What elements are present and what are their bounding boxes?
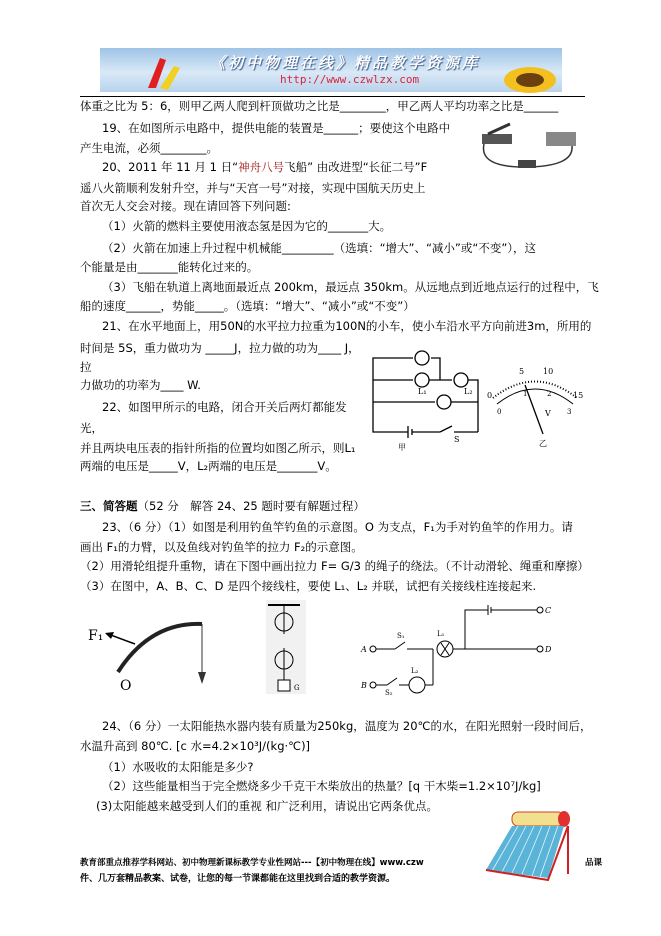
text-line: （2）火箭在加速上升过程中机械能_________（选填：“增大”、“减小”或“不变”），这 [102, 241, 537, 255]
text-line: 首次无人交会对接。现在请回答下列问题: [80, 199, 291, 213]
text-line: 拉 [80, 360, 92, 374]
circuit-abcd-figure [361, 600, 552, 697]
tick-label: 10 [543, 367, 554, 376]
header-banner [100, 48, 562, 92]
label-l2: L₂ [464, 387, 473, 396]
text-line: （3）在图中，A、B、C、D 是四个接线柱，要使 L₁、L₂ 并联，试把有关接线柱连接起来. [80, 579, 537, 593]
label-s: S [454, 435, 460, 444]
footer-line-2: 件、几万套精品教案、试卷，让您的每一节课都能在这里找到合适的教学资源。 [80, 874, 396, 884]
label-g: G [294, 684, 300, 692]
section-3-heading [80, 498, 365, 514]
text-line: （3）飞船在轨道上离地面最近点 200km，最远点 350km。从远地点到近地点运行的过程中，飞 [102, 280, 599, 294]
question-20 [102, 159, 427, 175]
text: 飞船” 由改进型“长征二号”F [284, 160, 428, 174]
banner-url: http://www.czwlzx.com [280, 73, 420, 86]
voltmeter-dial [485, 360, 585, 450]
text-line: 个能量是由_______能转化过来的。 [80, 260, 259, 274]
tick-label: 2 [547, 390, 552, 398]
switch-circuit-photo [474, 122, 584, 172]
text-line: 画出 F₁的力臂，以及鱼线对钓鱼竿的拉力 F₂的示意图。 [80, 540, 363, 554]
terminal-d: D [545, 645, 552, 654]
tick-label: 1 [523, 390, 528, 398]
footer-line-1 [80, 856, 603, 868]
section-note: （52 分 解答 24、25 题时要有解题过程） [137, 499, 365, 513]
label-s2: S₂ [385, 689, 393, 697]
text-line: 遥八火箭顺利发射升空，并与“天宫一号”对接，实现中国航天历史上 [80, 181, 426, 195]
tick-label: 5 [519, 367, 525, 376]
text-line: 水温升高到 80℃. [c 水=4.2×10³J/(kg·℃)] [80, 739, 311, 753]
text-line: 力做功的功率为____ W. [80, 378, 201, 392]
question-23: 23、（6 分）（1）如图是利用钓鱼竿钓鱼的示意图。O 为支点，F₁为手对钓鱼竿的作用力。请 [102, 520, 573, 534]
circuit-diagram-jia [368, 350, 486, 452]
text: 20、2011 年 11 月 1 日“ [102, 160, 239, 174]
terminal-c: C [545, 606, 552, 615]
tick-label: 0 [497, 408, 502, 416]
footer-text-end: 品课 [585, 858, 603, 868]
tick-label: 3 [567, 408, 572, 416]
needle [525, 385, 543, 434]
caption-jia: 甲 [398, 443, 406, 452]
text-line: （1）火箭的燃料主要使用液态氢是因为它的_______大。 [102, 219, 392, 233]
label-f1: F₁ [88, 628, 104, 644]
question-24: 24、（6 分）一太阳能热水器内装有质量为250kg，温度为 20℃的水，在阳光照射一段时间后， [102, 719, 592, 733]
text-line: 体重之比为 5：6，则甲乙两人爬到杆顶做功之比是________，甲乙两人平均功率之比是______ [80, 99, 559, 113]
question-19: 19、在如图所示电路中，提供电能的装置是______；要使这个电路中 [102, 121, 451, 135]
text-line: （1）水吸收的太阳能是多少? [102, 760, 254, 774]
text-line: 两端的电压是_____V，L₂两端的电压是_______V。 [80, 459, 337, 473]
caption-yi: 乙 [539, 439, 547, 448]
text-line: 光， [80, 421, 103, 435]
unit-label: V [545, 409, 551, 418]
sunflower-icon [500, 56, 560, 96]
text-line: (3)太阳能越来越受到人们的重视 和广泛利用，请说出它两条优点。 [96, 799, 438, 813]
header-rule [80, 96, 585, 97]
terminal-a: A [361, 645, 367, 654]
tick-label: 15 [573, 391, 584, 400]
text-line: （2）这些能量相当于完全燃烧多少千克干木柴放出的热量？[q 干木柴=1.2×10⁷J/kg] [102, 779, 541, 793]
solar-water-heater-image [482, 812, 572, 887]
pulley-figure [266, 600, 306, 694]
label-l2: L₂ [411, 667, 419, 675]
terminal-b: B [361, 681, 367, 690]
text-line: 并且两块电压表的指针所指的位置均如图乙所示，则L₁ [80, 441, 356, 455]
label-o: O [120, 678, 132, 694]
text-line: （2）用滑轮组提升重物，请在下图中画出拉力 F= G/3 的绳子的绕法。（不计动滑轮、绳重和摩擦） [80, 559, 589, 573]
label-l1: L₁ [418, 387, 427, 396]
text-line: 时间是 5S，重力做功为 _____J，拉力做的功为____ J， [80, 341, 360, 355]
fishing-rod-figure [90, 612, 210, 694]
text-line: 船的速度______，势能_____。（选填：“增大”、“减小”或“不变”） [80, 299, 415, 313]
question-21: 21、在水平地面上，用50N的水平拉力拉重为100N的小车，使小车沿水平方向前进3m，所用的 [102, 319, 592, 333]
footer-text: 教育部重点推荐学科网站、初中物理新课标教学专业性网站---【初中物理在线】www.czw [80, 858, 424, 868]
label-s1: S₁ [397, 632, 405, 640]
tick-label: 0 [487, 391, 493, 400]
banner-title: 《初中物理在线》精品教学资源库 [210, 54, 481, 72]
highlight-text: 神舟八号 [238, 160, 285, 174]
logo-icon [140, 52, 190, 92]
label-l1: L₁ [437, 630, 445, 638]
text-line: 产生电流，必须________。 [80, 141, 218, 155]
question-22: 22、如图甲所示的电路，闭合开关后两灯都能发 [102, 400, 347, 414]
section-title: 三、简答题 [80, 499, 138, 513]
